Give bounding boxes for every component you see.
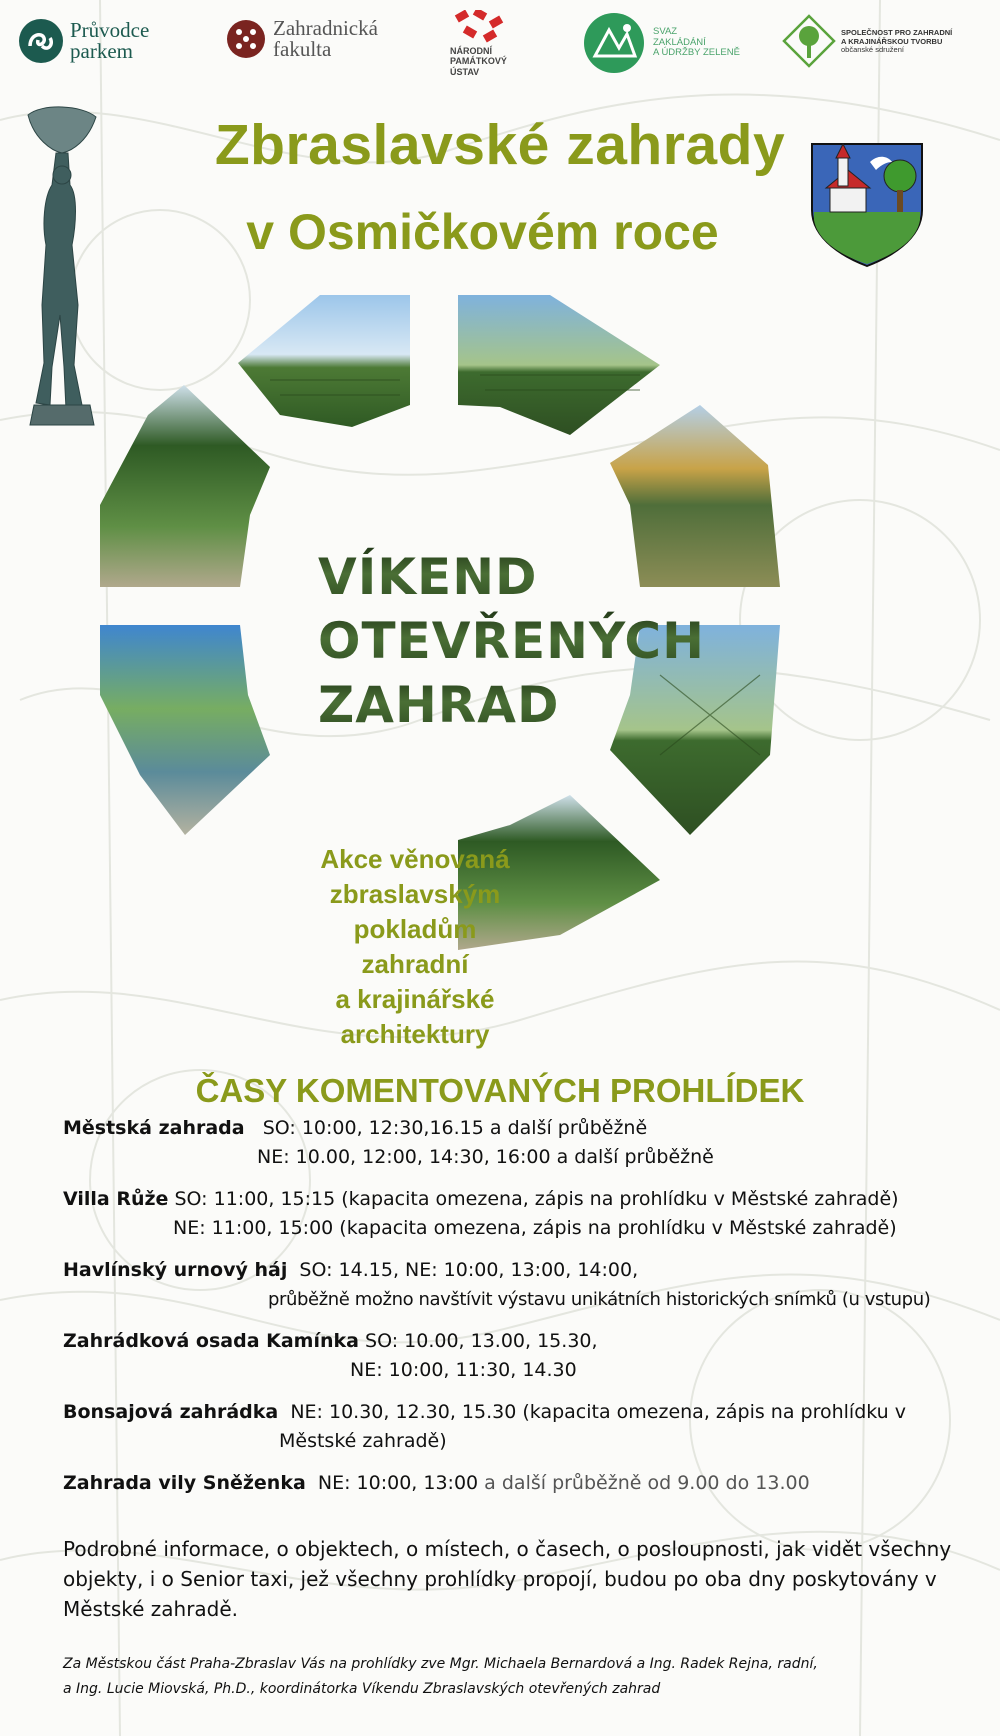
akce-line6: architektury — [340, 1019, 490, 1049]
event-title — [318, 545, 705, 737]
pruvodce-logo — [18, 18, 149, 64]
fakulta-line1: Zahradnická — [273, 16, 378, 40]
schedule-entry — [63, 1469, 993, 1498]
schedule-times: NE: 10.30, 12.30, 15.30 (kapacita omezena, zápis na prohlídku v — [290, 1401, 907, 1423]
fakulta-line2: fakulta — [273, 37, 332, 61]
garden-name: Villa Růže — [63, 1188, 169, 1210]
schedule-times: průběžně možno navštívit výstavu unikátních historických snímků (u vstupu) — [268, 1289, 931, 1310]
spolecnost-logo — [782, 14, 952, 70]
svaz-line3: A ÚDRŽBY ZELENĚ — [653, 47, 740, 59]
event-title-line1: VÍKEND — [318, 545, 705, 609]
statue-icon — [22, 105, 102, 435]
svaz-logo — [583, 12, 740, 74]
event-title-line2: OTEVŘENÝCH — [318, 609, 705, 673]
photo-segment-6 — [100, 625, 270, 835]
npu-line3: ÚSTAV — [450, 66, 480, 77]
event-title-line3: ZAHRAD — [318, 673, 705, 737]
schedule-entry — [63, 1256, 993, 1314]
fakulta-logo — [226, 18, 378, 60]
schedule-times: SO: 14.15, NE: 10:00, 13:00, 14:00, — [299, 1259, 639, 1281]
schedule-entry — [63, 1398, 993, 1456]
garden-name: Městská zahrada — [63, 1117, 245, 1139]
akce-line1: Akce věnovaná — [320, 844, 510, 874]
akce-line5: a krajinářské — [335, 984, 495, 1014]
svaz-logo-icon — [583, 12, 645, 74]
schedule-times: SO: 10:00, 12:30,16.15 a další průběžně — [262, 1117, 648, 1139]
info-paragraph: Podrobné informace, o objektech, o místech, o časech, o posloupnosti, jak vidět všechny objekty, i o Senior taxi, jež všechny prohlídky propojí, budou po oba dny poskytovány v Městské zahradě. — [63, 1537, 952, 1621]
partner-logos — [0, 10, 1000, 90]
fakulta-logo-icon — [226, 19, 266, 59]
npu-logo-icon — [450, 10, 512, 44]
npu-logo — [450, 10, 512, 77]
schedule-times-extra: a další průběžně od 9.00 do 13.00 — [478, 1472, 810, 1494]
footer-note — [63, 1652, 973, 1702]
npu-line1: NÁRODNÍ — [450, 46, 492, 56]
garden-name: Bonsajová zahrádka — [63, 1401, 279, 1423]
schedule-times: SO: 10.00, 13.00, 15.30, — [365, 1330, 598, 1352]
npu-line2: PAMÁTKOVÝ — [450, 56, 507, 67]
schedule-entry — [63, 1185, 993, 1243]
pruvodce-line2: parkem — [70, 39, 133, 63]
svaz-line1: SVAZ — [653, 25, 678, 37]
schedule-list — [63, 1114, 993, 1511]
garden-name: Zahrádková osada Kamínka — [63, 1330, 359, 1352]
akce-line4: zahradní — [361, 949, 469, 979]
garden-name: Zahrada vily Sněženka — [63, 1472, 306, 1494]
schedule-times: NE: 11:00, 15:00 (kapacita omezena, zápis na prohlídku v Městské zahradě) — [173, 1217, 897, 1239]
main-subtitle: v Osmičkovém roce — [246, 204, 719, 260]
photo-segment-2 — [458, 295, 660, 435]
schedule-entry — [63, 1327, 993, 1385]
schedule-times: NE: 10:00, 13:00 — [317, 1472, 479, 1494]
schedule-title: ČASY KOMENTOVANÝCH PROHLÍDEK — [195, 1072, 805, 1109]
schedule-times: NE: 10:00, 11:30, 14.30 — [350, 1359, 577, 1381]
spolecnost-line2: A KRAJINÁŘSKOU TVORBU — [841, 36, 943, 46]
akce-line2: zbraslavským — [329, 879, 501, 909]
photo-segment-7 — [100, 385, 270, 587]
main-title: Zbraslavské zahrady — [214, 113, 786, 177]
garden-name: Havlínský urnový háj — [63, 1259, 288, 1281]
pruvodce-line1: Průvodce — [70, 18, 150, 42]
schedule-times: SO: 11:00, 15:15 (kapacita omezena, zápis na prohlídku v Městské zahradě) — [174, 1188, 899, 1210]
footer-line1: Za Městskou část Praha-Zbraslav Vás na prohlídky zve Mgr. Michaela Bernardová a Ing. Radek Rejna, radní, — [63, 1656, 818, 1672]
akce-line3: pokladům — [353, 914, 477, 944]
schedule-times: NE: 10.00, 12:00, 14:30, 16:00 a další průběžně — [257, 1146, 714, 1168]
spolecnost-line1: SPOLEČNOST PRO ZAHRADNÍ — [841, 28, 953, 38]
pruvodce-logo-icon — [18, 18, 64, 64]
schedule-entry — [63, 1114, 993, 1172]
footer-line2: a Ing. Lucie Miovská, Ph.D., koordinátorka Víkendu Zbraslavských otevřených zahrad — [63, 1681, 661, 1697]
photo-segment-1 — [238, 295, 410, 427]
spolecnost-line3: občanské sdružení — [841, 45, 904, 55]
svaz-line2: ZAKLÁDÁNÍ — [653, 36, 706, 48]
event-description — [290, 842, 540, 1052]
schedule-times: Městské zahradě) — [279, 1430, 447, 1452]
spolecnost-logo-icon — [782, 14, 836, 70]
